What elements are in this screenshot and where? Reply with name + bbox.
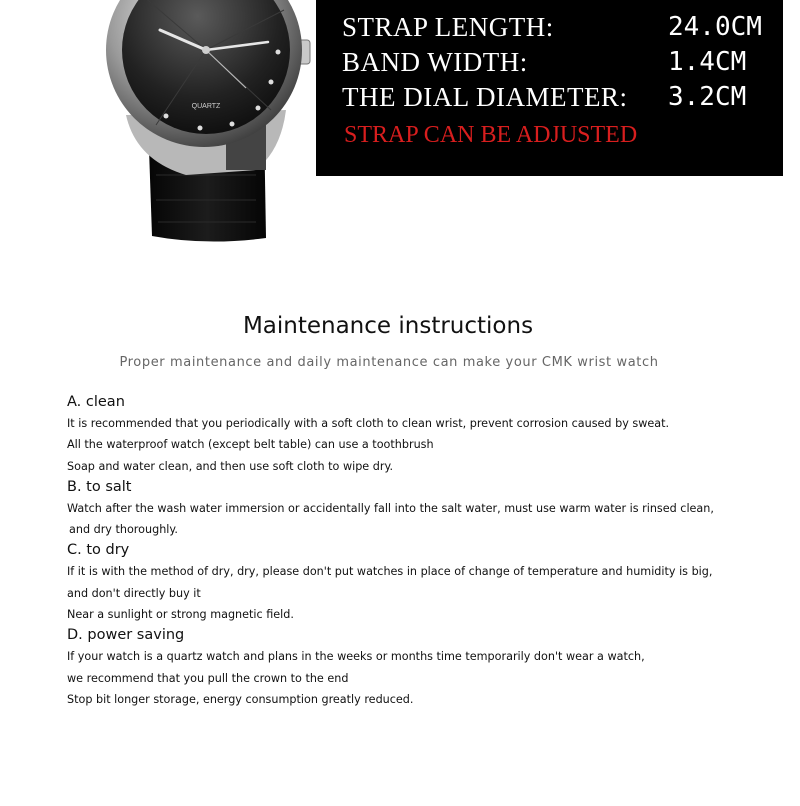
dial-brand-text: QUARTZ — [191, 103, 221, 110]
spec-value: 24.0CM — [668, 12, 762, 42]
section-heading-power-saving: D. power saving — [67, 627, 185, 644]
section-heading-clean: A. clean — [67, 394, 125, 410]
maintenance-title: Maintenance instructions — [242, 313, 534, 339]
spec-panel — [316, 0, 783, 176]
instruction-line: If it is with the method of dry, dry, please don't put watches in place of change of temperature and humidity is big, — [67, 565, 713, 579]
maintenance-instructions — [67, 392, 777, 710]
strap-adjustable-note: STRAP CAN BE ADJUSTED — [344, 122, 638, 148]
section-heading-salt: B. to salt — [67, 478, 132, 495]
spec-value: 1.4CM — [668, 47, 747, 77]
instruction-line: and dry thoroughly. — [69, 523, 178, 537]
section-heading-dry: C. to dry — [67, 542, 130, 559]
instruction-line: Soap and water clean, and then use soft cloth to wipe dry. — [67, 459, 394, 473]
spec-label: THE DIAL DIAMETER: — [342, 82, 628, 112]
instruction-line: Watch after the wash water immersion or accidentally fall into the salt water, must use warm water is rinsed clean, — [67, 501, 714, 515]
spec-label: STRAP LENGTH: — [342, 12, 554, 42]
spec-row-dial-diameter — [342, 82, 772, 116]
instruction-line: we recommend that you pull the crown to the end — [67, 671, 349, 685]
watch-product-image — [96, 0, 316, 245]
spec-row-strap-length — [342, 12, 772, 46]
watch-illustration — [96, 0, 316, 245]
instruction-line: If your watch is a quartz watch and plans in the weeks or months time temporarily don't wear a watch, — [67, 650, 645, 664]
instruction-line: All the waterproof watch (except belt table) can use a toothbrush — [67, 438, 434, 452]
maintenance-subtitle: Proper maintenance and daily maintenance can make your CMK wrist watch — [119, 355, 659, 370]
instruction-line: Stop bit longer storage, energy consumption greatly reduced. — [67, 692, 414, 706]
instruction-line: Near a sunlight or strong magnetic field. — [67, 608, 294, 622]
spec-row-band-width — [342, 47, 772, 81]
instruction-line: It is recommended that you periodically with a soft cloth to clean wrist, prevent corrosion caused by sweat. — [67, 417, 670, 430]
spec-value: 3.2CM — [668, 82, 747, 112]
spec-label: BAND WIDTH: — [342, 47, 528, 77]
instruction-line: and don't directly buy it — [67, 586, 201, 600]
